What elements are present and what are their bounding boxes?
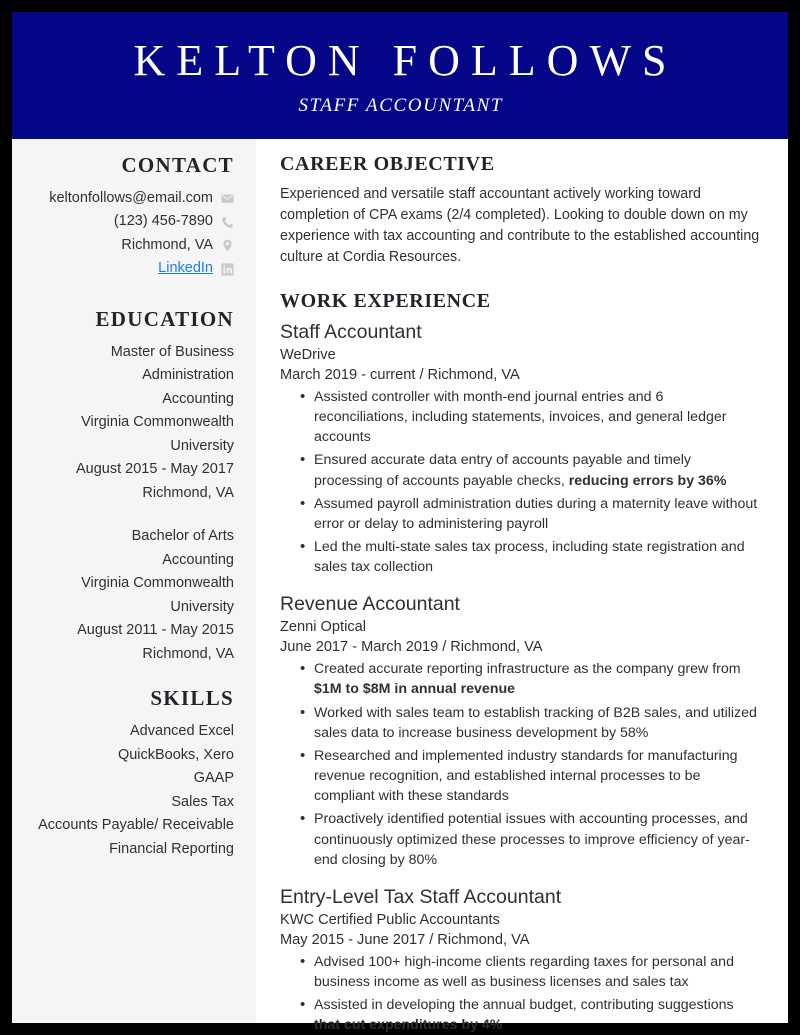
resume-body [12,139,788,1034]
education-dates: August 2011 - May 2015 [77,622,234,639]
bullet-text: Worked with sales team to establish tracking of B2B sales, and utilized sales data to increase business development by 58% [314,704,757,741]
contact-email-text: keltonfollows@email.com [49,190,213,206]
skill-item: QuickBooks, Xero [117,746,234,763]
resume-header [12,12,788,139]
bullet-text: Advised 100+ high-income clients regarding taxes for personal and business income as well as business licenses and sales tax [314,953,734,990]
bullet-text: Created accurate reporting infrastructure as the company grew from [314,661,741,678]
page-title: KELTON FOLLOWS [133,35,678,85]
job-bullets [280,387,760,577]
education-major: Accounting [162,551,234,568]
contact-location-text: Richmond, VA [121,236,213,253]
bullet-text: Assisted in developing the annual budget, contributing suggestions [314,997,734,1014]
map-pin-icon [221,239,234,252]
experience-entry [280,593,760,869]
education-entry [22,341,234,505]
job-separator: / [429,931,434,948]
contact-item-linkedin[interactable] [22,257,234,280]
job-location: Richmond, VA [427,366,520,383]
job-meta [280,637,760,658]
job-dates: March 2019 - current [280,366,416,383]
education-location: Richmond, VA [142,484,234,501]
job-dates: May 2015 - June 2017 [280,931,426,948]
education-school: Virginia Commonwealth University [81,414,234,454]
bullet-text: Assisted controller with month-end journal entries and 6 reconciliations, including statements, invoices, and general ledger accounts [314,388,727,446]
job-title: Entry-Level Tax Staff Accountant [280,885,562,908]
header-job-title: STAFF ACCOUNTANT [298,95,504,117]
sidebar [12,139,256,1023]
education-list [22,341,234,666]
bullet-item [314,952,760,992]
job-company: KWC Certified Public Accountants [280,911,500,928]
contact-heading: CONTACT [121,153,234,177]
job-title: Staff Accountant [280,321,422,344]
contact-phone-text: (123) 456-7890 [113,213,213,230]
bullet-highlight: $1M to $8M in annual revenue [314,681,516,698]
job-location: Richmond, VA [450,639,543,656]
bullet-item [314,450,760,490]
bullet-item [314,659,760,699]
bullet-item [314,809,760,869]
education-major: Accounting [162,390,234,407]
resume-page [12,12,788,1034]
job-dates: June 2017 - March 2019 [280,639,439,656]
job-meta [280,930,760,951]
skills-list [22,720,234,861]
bullet-item [314,494,760,534]
bullet-text: Led the multi-state sales tax process, including state registration and sales tax collection [314,539,745,576]
education-degree: Master of Business Administration [110,343,234,384]
job-company: Zenni Optical [280,619,366,636]
education-entry [22,525,234,666]
skill-item: Sales Tax [171,793,234,810]
contact-item-phone [22,210,234,233]
job-bullets [280,659,760,870]
experience-entry [280,321,760,577]
job-separator: / [442,639,447,656]
bullet-text: Proactively identified potential issues with accounting processes, and continuously optimized these processes to improve efficiency of year-end closing by 80% [314,811,750,868]
job-separator: / [419,366,424,383]
career-objective-heading: CAREER OBJECTIVE [280,153,495,175]
bullet-text: Assumed payroll administration duties during a maternity leave without error or delay to administering payroll [314,495,758,532]
education-school: Virginia Commonwealth University [81,575,234,615]
contact-list [22,187,234,281]
work-experience-heading: WORK EXPERIENCE [280,290,491,313]
contact-item-email [22,187,234,210]
bullet-item [314,746,760,806]
skill-item: Financial Reporting [109,840,234,857]
linkedin-link[interactable]: LinkedIn [158,260,213,277]
skills-heading: SKILLS [150,686,234,711]
envelope-icon [221,192,234,205]
bullet-item [314,537,760,577]
contact-item-location [22,234,234,257]
experience-entry [280,886,760,1035]
bullet-item [314,387,760,447]
bullet-item [314,995,760,1035]
main-content [256,139,788,1034]
skill-item: Advanced Excel [130,723,234,740]
education-degree: Bachelor of Arts [131,528,234,545]
education-heading: EDUCATION [95,306,234,331]
skill-item: GAAP [193,770,234,787]
bullet-highlight: reducing errors by 36% [568,472,727,489]
bullet-text: Ensured accurate data entry of accounts payable and timely processing of accounts payable checks, [314,452,691,489]
linkedin-icon[interactable] [221,263,234,276]
job-location: Richmond, VA [437,931,530,948]
job-company: WeDrive [280,346,336,363]
job-bullets [280,952,760,1035]
job-title: Revenue Accountant [280,593,460,616]
education-location: Richmond, VA [142,645,234,662]
bullet-text: Researched and implemented industry standards for manufacturing revenue recognition, and established internal processes to be compliant with these standards [314,747,738,805]
career-objective-text: Experienced and versatile staff accountant actively working toward completion of CPA exams (2/4 completed). Looking to double down on my experience with tax accounting and contribute to the established accounting culture at Cordia Resources. [280,186,760,266]
skill-item: Accounts Payable/ Receivable [38,817,234,834]
bullet-highlight: that cut expenditures by 4% [314,1017,503,1034]
bullet-item [314,703,760,743]
phone-icon [221,216,234,229]
education-dates: August 2015 - May 2017 [76,461,234,478]
job-meta [280,365,760,386]
